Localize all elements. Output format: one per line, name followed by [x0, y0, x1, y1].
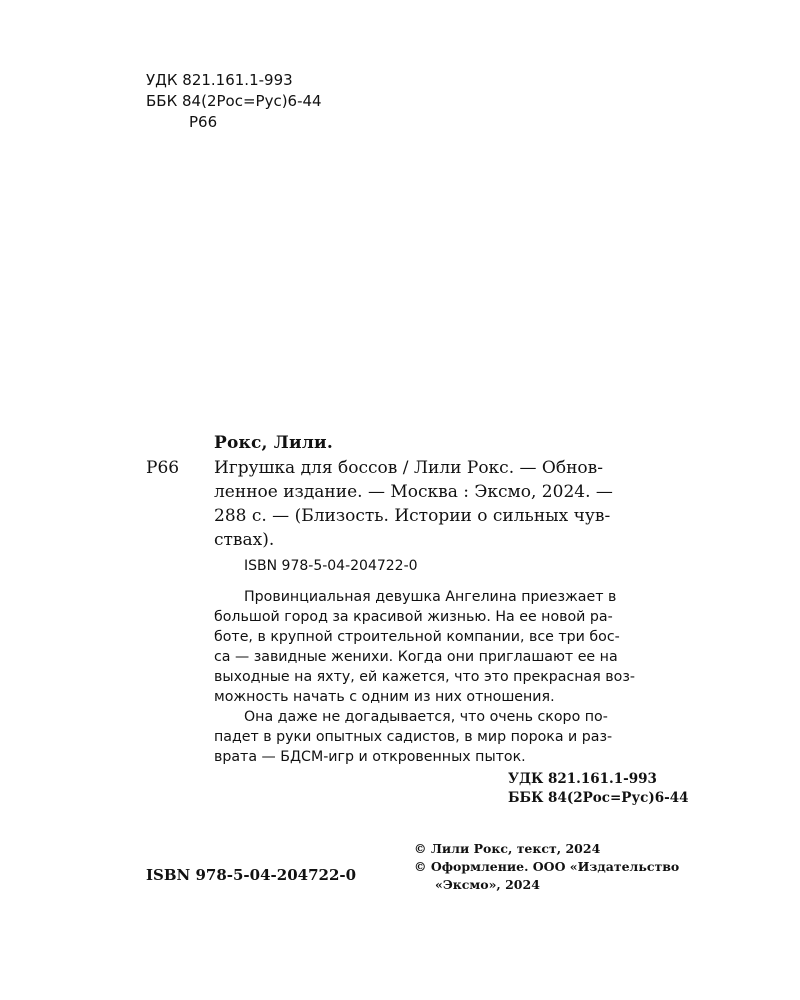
annotation-line: большой город за красивой жизнью. На ее новой ра-	[214, 609, 613, 625]
description-line: 288 с. — (Близость. Истории о сильных чув-	[214, 506, 611, 526]
annotation-line: боте, в крупной строительной компании, все три бос-	[214, 629, 620, 645]
annotation-line: са — завидные женихи. Когда они приглашают ее на	[214, 649, 618, 665]
top-classification-codes	[146, 70, 322, 133]
bibliographic-description	[214, 456, 708, 552]
annotation-line: Она даже не догадывается, что очень скоро по-	[244, 709, 608, 725]
entry-isbn: ISBN 978-5-04-204722-0	[244, 558, 418, 574]
annotation	[214, 587, 708, 767]
author-sign: Р66	[189, 113, 218, 131]
copyright-line: © Оформление. ООО «Издательство	[414, 859, 680, 874]
isbn-bottom: ISBN 978-5-04-204722-0	[146, 866, 357, 884]
annotation-line: падет в руки опытных садистов, в мир порока и раз-	[214, 729, 613, 745]
copyright-line: © Лили Рокс, текст, 2024	[414, 841, 601, 856]
annotation-line: можность начать с одним из них отношения.	[214, 689, 555, 705]
bottom-classification-codes	[508, 770, 689, 808]
udk-code: УДК 821.161.1-993	[508, 771, 657, 787]
copyright-line: «Эксмо», 2024	[435, 877, 540, 892]
catalog-code: Р66	[146, 458, 180, 478]
description-line: Игрушка для боссов / Лили Рокс. — Обнов-	[214, 458, 603, 478]
description-line: ленное издание. — Москва : Эксмо, 2024. —	[214, 482, 613, 502]
bbk-code: ББК 84(2Рос=Рус)6-44	[146, 92, 322, 110]
description-line: ствах).	[214, 530, 275, 550]
copyright-block	[414, 840, 679, 894]
annotation-line: Провинциальная девушка Ангелина приезжает в	[244, 589, 617, 605]
annotation-line: врата — БДСМ-игр и откровенных пыток.	[214, 749, 526, 765]
udk-code: УДК 821.161.1-993	[146, 71, 293, 89]
bbk-code: ББК 84(2Рос=Рус)6-44	[508, 790, 689, 806]
author-heading: Рокс, Лили.	[214, 433, 333, 453]
annotation-line: выходные на яхту, ей кажется, что это прекрасная воз-	[214, 669, 635, 685]
